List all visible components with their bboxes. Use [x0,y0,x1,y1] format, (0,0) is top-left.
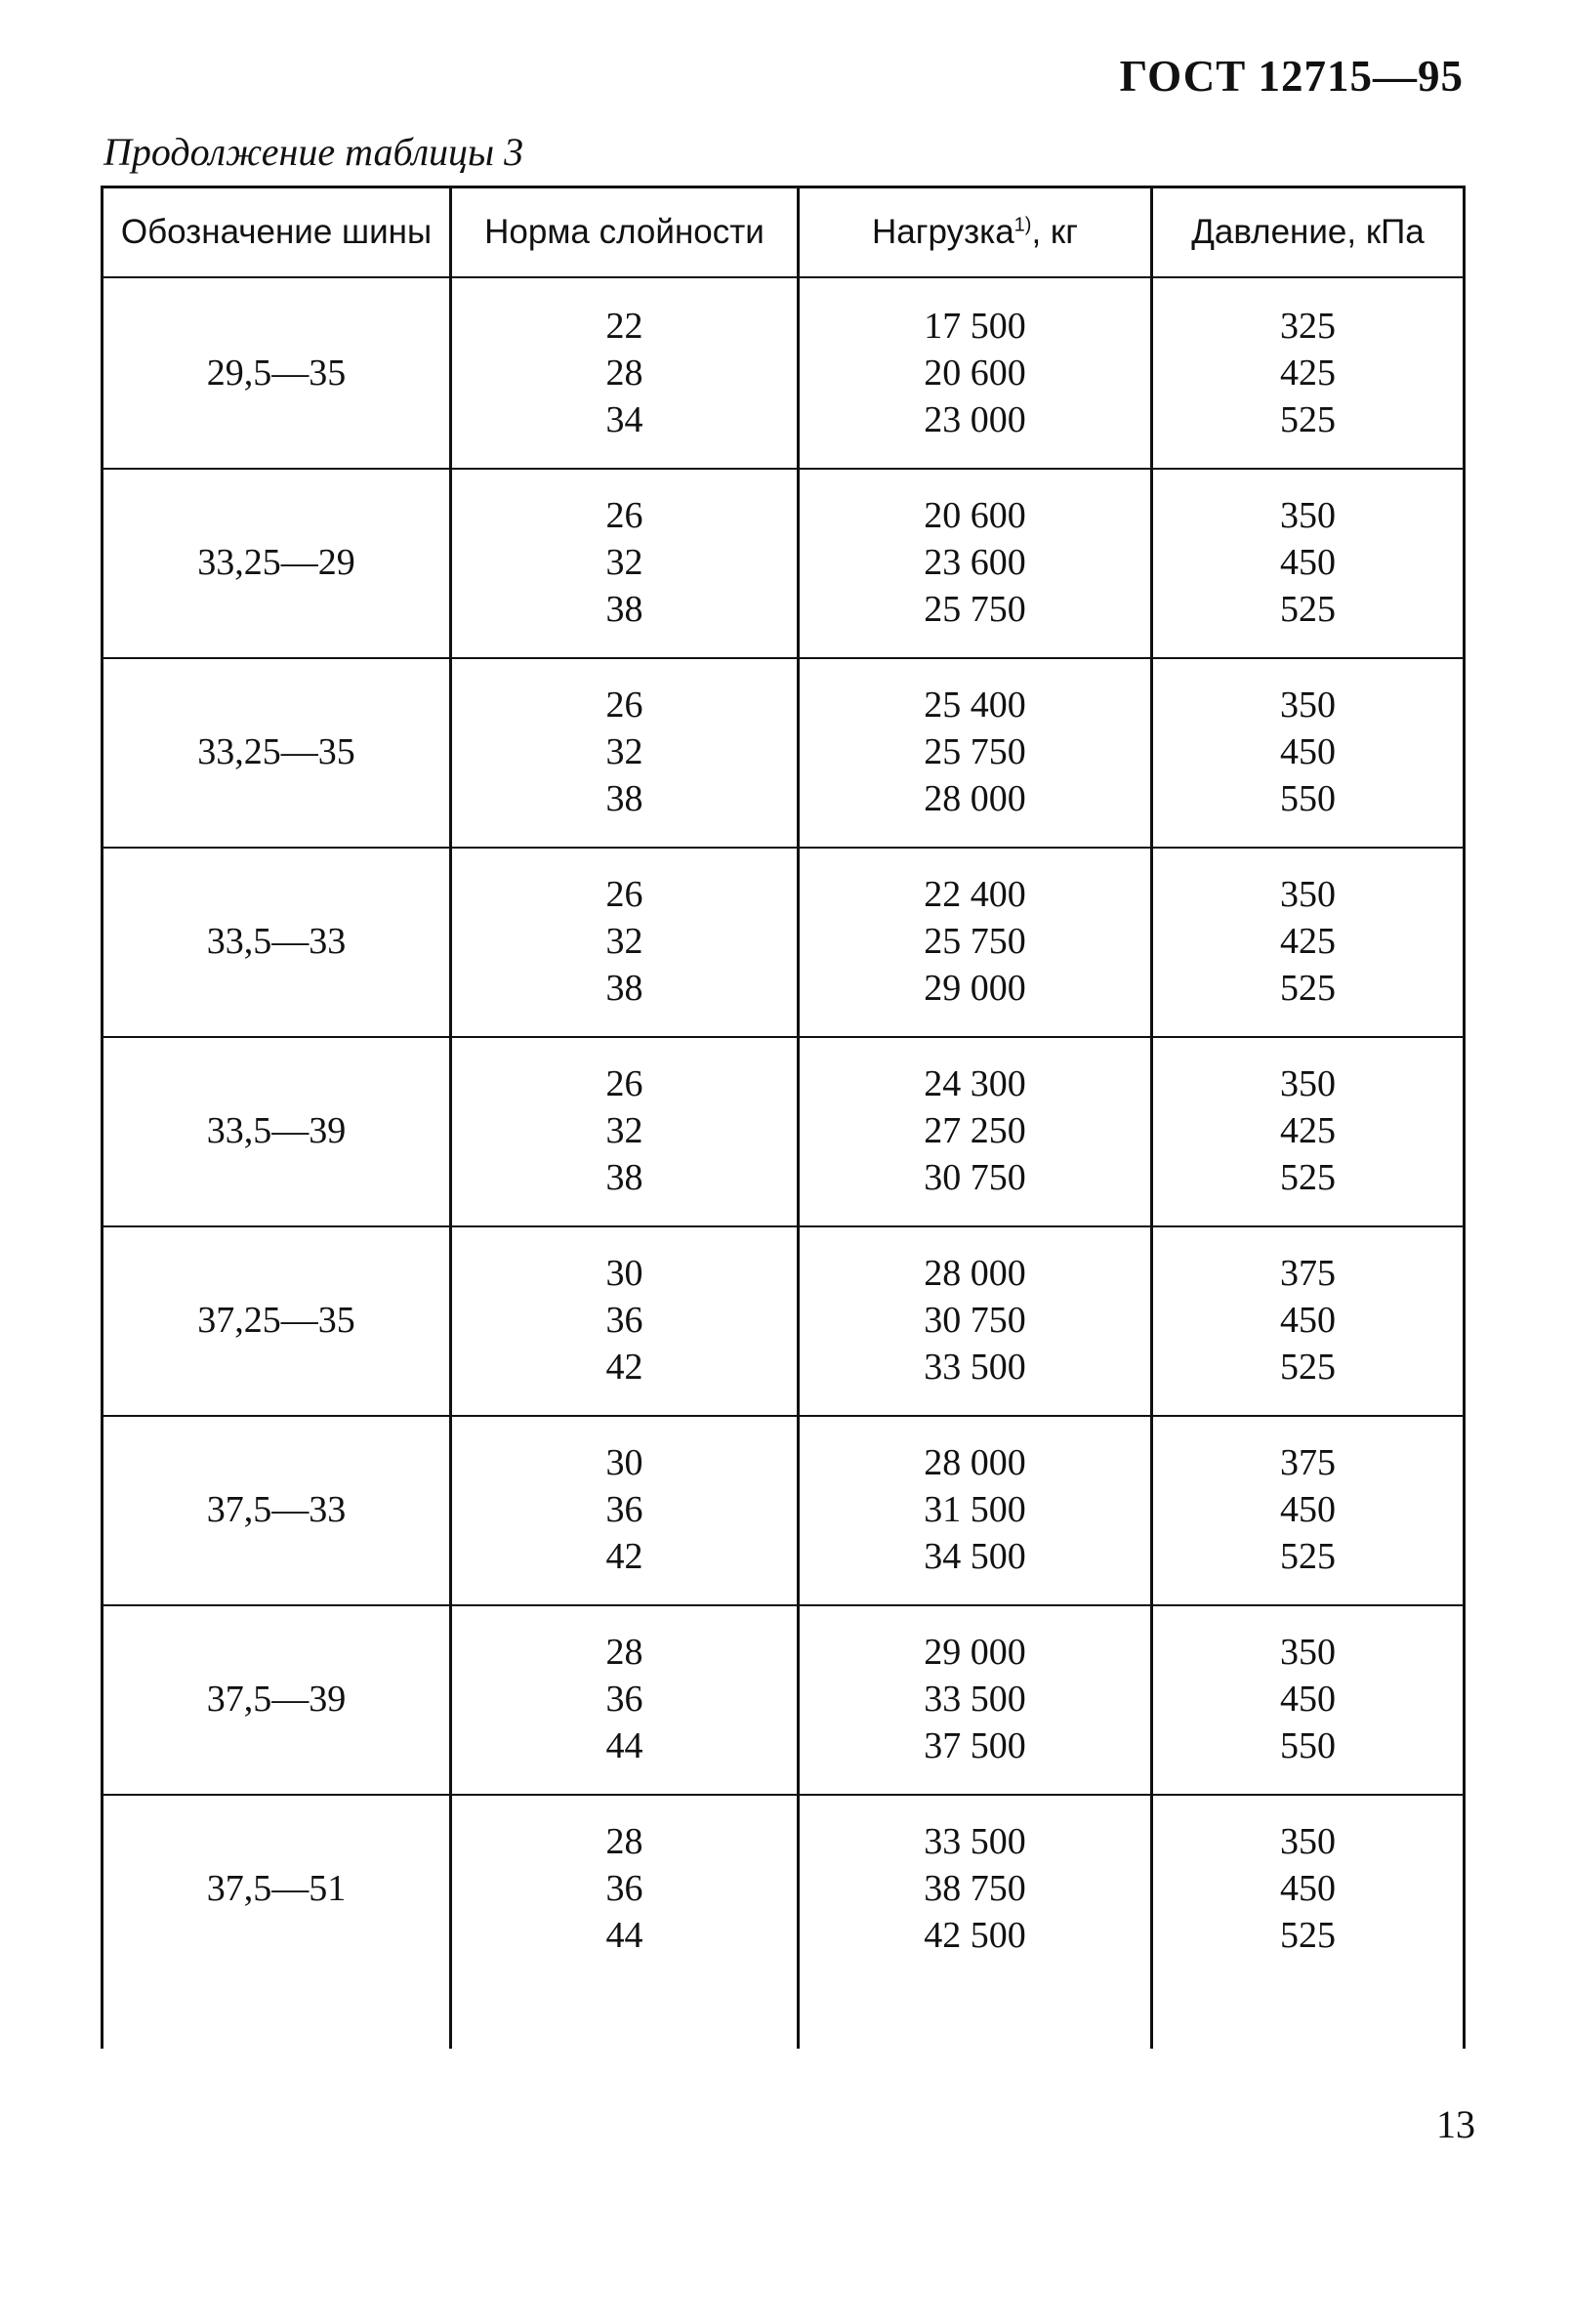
load-value: 37 500 [924,1725,1026,1766]
tire-designation: 33,25—29 [197,542,355,583]
pressure-cell [1153,1604,1463,1794]
pressure-value: 450 [1280,731,1336,772]
ply-rating-value: 26 [605,1063,643,1104]
ply-rating-value: 34 [605,399,643,440]
load-value: 23 600 [924,542,1026,583]
ply-rating-value: 30 [605,1253,643,1294]
tire-designation-cell [103,278,449,468]
pressure-value: 425 [1280,921,1336,962]
ply-rating-value: 22 [605,306,643,347]
value-stack [1280,303,1336,443]
value-stack [1280,1629,1336,1769]
ply-rating-value: 44 [605,1915,643,1956]
value-stack [606,1439,643,1580]
load-cell [800,468,1150,657]
ply-rating-value: 44 [605,1725,643,1766]
pressure-value: 350 [1280,1063,1336,1104]
value-stack [924,303,1026,443]
value-stack [924,1250,1026,1390]
pressure-cell [1153,468,1463,657]
ply-rating-value: 26 [605,495,643,536]
ply-rating-cell [452,1415,797,1604]
pressure-cell [1153,1225,1463,1415]
column-header-tire-label: Обозначение шины [120,213,433,251]
load-value: 25 750 [924,921,1026,962]
tire-designation-cell [103,1604,449,1794]
load-value: 22 400 [924,874,1026,915]
pressure-value: 325 [1280,306,1336,347]
ply-rating-value: 28 [605,353,643,394]
load-value: 20 600 [924,495,1026,536]
ply-rating-cell [452,468,797,657]
ply-rating-cell [452,1225,797,1415]
pressure-value: 450 [1280,542,1336,583]
tire-designation: 33,5—39 [206,1110,347,1151]
ply-rating-value: 26 [605,685,643,726]
load-value: 31 500 [924,1489,1026,1530]
document-code: ГОСТ 12715—95 [1119,52,1464,101]
value-stack [924,682,1026,822]
pressure-value: 350 [1280,1632,1336,1673]
ply-rating-cell [452,278,797,468]
pressure-value: 525 [1280,589,1336,630]
column-header-load-unit: , кг [1031,213,1078,251]
load-value: 23 000 [924,399,1026,440]
value-stack [1280,1060,1336,1201]
ply-rating-value: 28 [605,1821,643,1862]
pressure-value: 350 [1280,1821,1336,1862]
pressure-value: 525 [1280,968,1336,1009]
column-header-ply-rating [452,188,797,276]
load-value: 28 000 [924,1253,1026,1294]
value-stack [606,1629,643,1769]
value-stack [1280,1250,1336,1390]
load-value: 25 400 [924,685,1026,726]
pressure-value: 450 [1280,1868,1336,1909]
value-stack [606,682,643,822]
ply-rating-cell [452,1036,797,1225]
value-stack [924,1818,1026,1959]
value-stack [1280,1439,1336,1580]
ply-rating-value: 32 [605,731,643,772]
ply-rating-value: 32 [605,542,643,583]
tire-designation-cell [103,1794,449,1983]
load-value: 29 000 [924,968,1026,1009]
pressure-cell [1153,1794,1463,1983]
pressure-value: 425 [1280,353,1336,394]
load-cell [800,657,1150,847]
ply-rating-cell [452,1794,797,1983]
ply-rating-value: 38 [605,1157,643,1198]
pressure-value: 525 [1280,399,1336,440]
pressure-cell [1153,847,1463,1036]
tire-designation-cell [103,1415,449,1604]
load-cell [800,847,1150,1036]
ply-rating-value: 42 [605,1536,643,1577]
table-right-border [1463,186,1466,2049]
load-value: 33 500 [924,1347,1026,1388]
value-stack [606,1060,643,1201]
pressure-value: 450 [1280,1679,1336,1720]
value-stack [924,871,1026,1012]
ply-rating-value: 30 [605,1442,643,1483]
load-value: 29 000 [924,1632,1026,1673]
ply-rating-value: 32 [605,1110,643,1151]
pressure-value: 450 [1280,1489,1336,1530]
pressure-value: 525 [1280,1915,1336,1956]
pressure-value: 425 [1280,1110,1336,1151]
load-cell [800,1794,1150,1983]
load-value: 33 500 [924,1679,1026,1720]
value-stack [924,1439,1026,1580]
load-value: 42 500 [924,1915,1026,1956]
load-value: 20 600 [924,353,1026,394]
value-stack [924,1060,1026,1201]
load-value: 24 300 [924,1063,1026,1104]
pressure-value: 525 [1280,1347,1336,1388]
pressure-value: 550 [1280,778,1336,819]
page-number: 13 [1436,2102,1475,2146]
tire-designation: 37,5—33 [206,1489,347,1530]
load-value: 38 750 [924,1868,1026,1909]
load-value: 17 500 [924,306,1026,347]
load-cell [800,278,1150,468]
tire-designation-cell [103,1036,449,1225]
value-stack [606,492,643,633]
footnote-marker: 1) [1013,214,1032,236]
ply-rating-value: 38 [605,589,643,630]
pressure-value: 350 [1280,495,1336,536]
load-value: 28 000 [924,778,1026,819]
tire-designation: 29,5—35 [206,353,347,394]
load-value: 30 750 [924,1157,1026,1198]
tire-load-table [101,186,1466,2049]
tire-designation: 37,25—35 [197,1300,355,1341]
ply-rating-value: 26 [605,874,643,915]
column-header-pressure-label: Давление, кПа [1191,213,1425,251]
tire-designation: 37,5—39 [206,1679,347,1720]
pressure-cell [1153,657,1463,847]
tire-designation-cell [103,468,449,657]
tire-designation: 33,5—33 [206,921,347,962]
load-value: 33 500 [924,1821,1026,1862]
pressure-value: 350 [1280,874,1336,915]
ply-rating-value: 36 [605,1679,643,1720]
table-continuation-caption: Продолжение таблицы 3 [103,130,524,174]
pressure-value: 550 [1280,1725,1336,1766]
tire-designation-cell [103,847,449,1036]
column-header-pressure [1153,188,1463,276]
load-cell [800,1604,1150,1794]
value-stack [1280,492,1336,633]
value-stack [1280,682,1336,822]
value-stack [606,1250,643,1390]
tire-designation: 33,25—35 [197,731,355,772]
ply-rating-cell [452,657,797,847]
pressure-cell [1153,1036,1463,1225]
pressure-cell [1153,278,1463,468]
load-value: 28 000 [924,1442,1026,1483]
column-header-load-label [872,209,1078,256]
pressure-value: 375 [1280,1253,1336,1294]
ply-rating-value: 28 [605,1632,643,1673]
load-cell [800,1036,1150,1225]
ply-rating-value: 38 [605,968,643,1009]
ply-rating-value: 36 [605,1300,643,1341]
load-cell [800,1415,1150,1604]
pressure-value: 525 [1280,1157,1336,1198]
value-stack [1280,1818,1336,1959]
ply-rating-value: 32 [605,921,643,962]
load-value: 34 500 [924,1536,1026,1577]
value-stack [606,871,643,1012]
ply-rating-value: 36 [605,1489,643,1530]
column-header-tire [103,188,449,276]
load-value: 25 750 [924,731,1026,772]
ply-rating-cell [452,1604,797,1794]
load-cell [800,1225,1150,1415]
pressure-value: 375 [1280,1442,1336,1483]
ply-rating-cell [452,847,797,1036]
pressure-cell [1153,1415,1463,1604]
tire-designation: 37,5—51 [206,1868,347,1909]
value-stack [1280,871,1336,1012]
tire-designation-cell [103,1225,449,1415]
tire-designation-cell [103,657,449,847]
value-stack [924,1629,1026,1769]
value-stack [606,1818,643,1959]
column-header-load [800,188,1150,276]
column-header-ply-label: Норма слойности [484,213,765,251]
pressure-value: 350 [1280,685,1336,726]
ply-rating-value: 42 [605,1347,643,1388]
ply-rating-value: 36 [605,1868,643,1909]
load-value: 27 250 [924,1110,1026,1151]
pressure-value: 450 [1280,1300,1336,1341]
column-header-load-text: Нагрузка [871,213,1014,251]
value-stack [924,492,1026,633]
value-stack [606,303,643,443]
ply-rating-value: 38 [605,778,643,819]
pressure-value: 525 [1280,1536,1336,1577]
load-value: 25 750 [924,589,1026,630]
load-value: 30 750 [924,1300,1026,1341]
